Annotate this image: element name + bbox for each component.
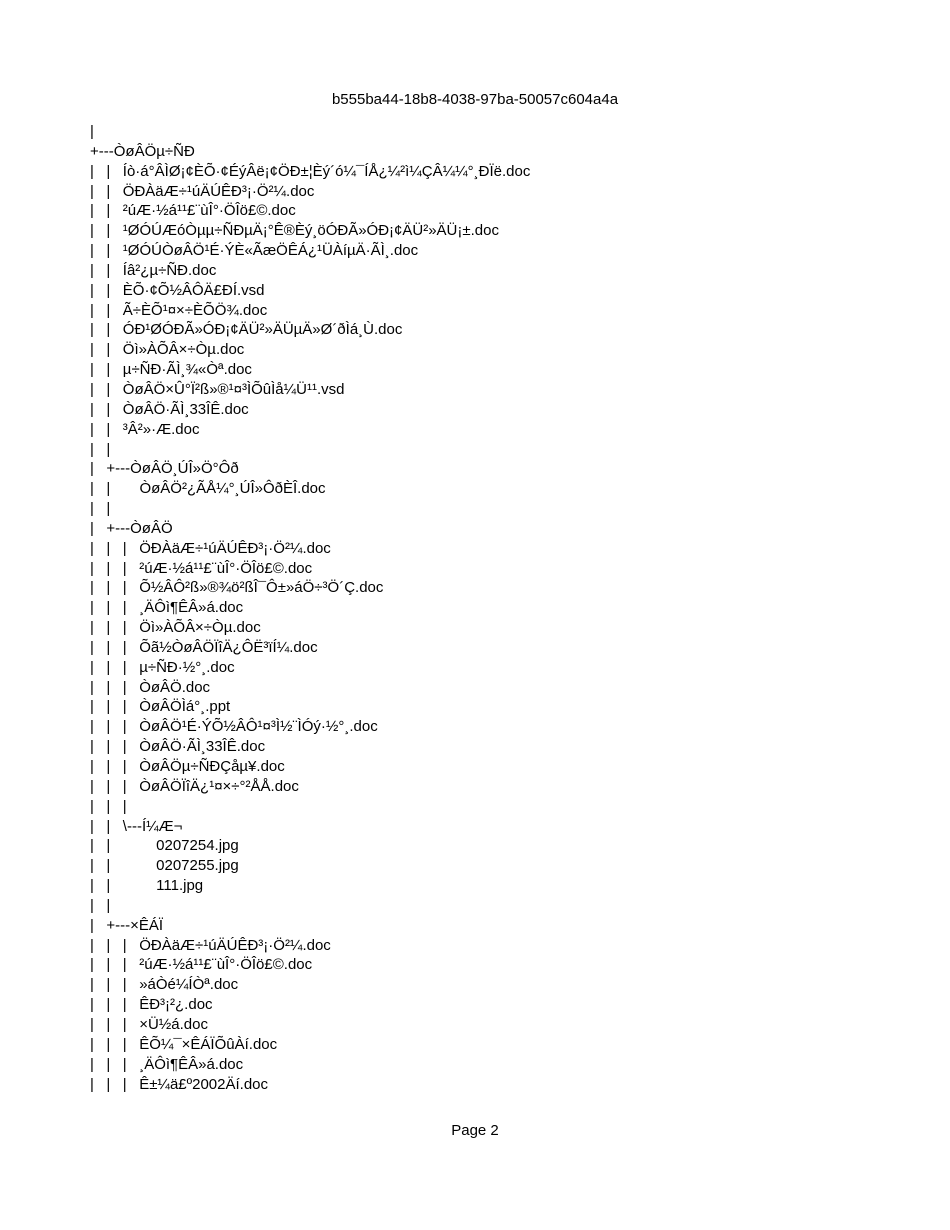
tree-line: +---ÒøÂÖµ÷ÑÐ — [90, 142, 195, 160]
tree-line: | | | ÊÐ³¡²¿.doc — [90, 996, 213, 1014]
tree-line: | | — [90, 896, 111, 914]
page-header-id: b555ba44-18b8-4038-97ba-50057c604a4a — [331, 91, 619, 108]
tree-line: | | | ¸ÄÔì¶ÊÂ»á.doc — [90, 1055, 244, 1073]
tree-line: | | ¹ØÓÚÆóÒµµ÷ÑÐµÄ¡°Ê®Èý¸öÓÐÃ»ÓÐ¡¢ÄÜ²»ÄÜ¡±.doc — [90, 222, 499, 240]
tree-line: | +---×ÊÁÏ — [90, 916, 164, 934]
tree-line: | | 0207255.jpg — [90, 857, 239, 875]
tree-line: | | ÖÐÀäÆ÷¹úÄÚÊÐ³¡·Ö²¼.doc — [90, 182, 315, 200]
tree-line: | | | ÒøÂÖµ÷ÑÐÇåµ¥.doc — [90, 758, 285, 775]
tree-line: | | ³Â²»·Æ.doc — [90, 420, 200, 438]
tree-line: | | | ÒøÂÖ.doc — [90, 678, 211, 696]
tree-line: | | | ÒøÂÖ¹É·ÝÕ½ÂÔ¹¤³Ì½¨ÌÓý·½°¸.doc — [90, 718, 378, 736]
tree-line: | | ÒøÂÖ·ÃÌ¸33ÎÊ.doc — [90, 400, 249, 418]
tree-line: | | ¹ØÓÚÒøÂÖ¹É·ÝÈ«ÃæÖÊÁ¿¹ÜÀíµÄ·ÃÌ¸.doc — [90, 242, 419, 260]
tree-line: | | | ÒøÂÖÏîÄ¿¹¤×÷°²ÅÅ.doc — [90, 777, 299, 795]
tree-line: | | 0207254.jpg — [90, 837, 239, 855]
tree-line: | | | µ÷ÑÐ·½°¸.doc — [90, 658, 235, 676]
tree-line: | — [90, 123, 94, 140]
tree-line: | | | Öì»ÀÕÂ×÷Òµ.doc — [90, 619, 261, 637]
tree-line: | | Öì»ÀÕÂ×÷Òµ.doc — [90, 341, 245, 359]
directory-tree — [90, 122, 530, 1094]
tree-line: | | | ¸ÄÔì¶ÊÂ»á.doc — [90, 599, 244, 617]
tree-line: | | ÒøÂÖ×Û°Ï²ß»®¹¤³ÌÕûÌå¼Ü¹¹.vsd — [90, 380, 345, 398]
tree-line: | | | »áÒé¼ÍÒª.doc — [90, 976, 239, 994]
tree-line: | | Ã÷ÈÕ¹¤×÷ÈÕÖ¾.doc — [90, 301, 268, 319]
tree-line: | | | — [90, 797, 127, 815]
tree-line: | | Íò·á°ÂÌØ¡¢ÈÕ·¢ÉýÂë¡¢ÖÐ±¦Èý´ó¼¯ÍÅ¿¼²ì¼ÇÂ¼¼°¸ÐÏë.doc — [90, 162, 531, 180]
tree-line: | | | Õ½ÂÔ²ß»®¾ö²ßÎ¯Ô±»áÖ÷³Ö´Ç.doc — [90, 579, 384, 597]
tree-line: | | — [90, 500, 111, 518]
tree-line: | | | ²úÆ·½á¹¹£¨ùÎ°·ÖÎö£©.doc — [90, 956, 313, 974]
tree-line: | | ÓÐ¹ØÓÐÃ»ÓÐ¡¢ÄÜ²»ÄÜµÄ»Ø´ðÌá¸Ù.doc — [90, 321, 403, 339]
tree-line: | | \---Í¼Æ¬ — [90, 817, 183, 835]
tree-line: | | | Ê±¼ä£º2002Äí.doc — [90, 1075, 269, 1093]
tree-line: | | | Õã½ÒøÂÖÏîÄ¿ÔË³ïÍ¼.doc — [90, 638, 318, 656]
tree-line: | | | ÖÐÀäÆ÷¹úÄÚÊÐ³¡·Ö²¼.doc — [90, 936, 331, 954]
tree-line: | | | ÊÕ¼¯×ÊÁÏÕûÀí.doc — [90, 1035, 278, 1053]
tree-line: | | µ÷ÑÐ·ÃÌ¸¾«Òª.doc — [90, 361, 252, 379]
tree-line: | | Íâ²¿µ÷ÑÐ.doc — [90, 261, 217, 279]
tree-line: | | | ×Ü½á.doc — [90, 1015, 208, 1033]
tree-line: | | | ÒøÂÖÌá°¸.ppt — [90, 698, 231, 716]
tree-line: | +---ÒøÂÖ — [90, 519, 173, 537]
tree-line: | | | ÖÐÀäÆ÷¹úÄÚÊÐ³¡·Ö²¼.doc — [90, 539, 331, 557]
tree-line: | | ÒøÂÖ²¿ÃÅ¼°¸ÚÎ»ÔðÈÎ.doc — [90, 480, 326, 498]
page-number: Page 2 — [451, 1122, 499, 1139]
tree-line: | +---ÒøÂÖ¸ÚÎ»Ö°Ôð — [90, 460, 239, 478]
tree-line: | | | ²úÆ·½á¹¹£¨ùÎ°·ÖÎö£©.doc — [90, 559, 313, 577]
tree-line: | | 111.jpg — [90, 877, 204, 895]
tree-line: | | | ÒøÂÖ·ÃÌ¸33ÎÊ.doc — [90, 738, 266, 756]
tree-line: | | ²úÆ·½á¹¹£¨ùÎ°·ÖÎö£©.doc — [90, 202, 296, 220]
tree-line: | | ÈÕ·¢Õ½ÂÔÄ£ÐÍ.vsd — [90, 281, 265, 299]
tree-line: | | — [90, 440, 111, 458]
